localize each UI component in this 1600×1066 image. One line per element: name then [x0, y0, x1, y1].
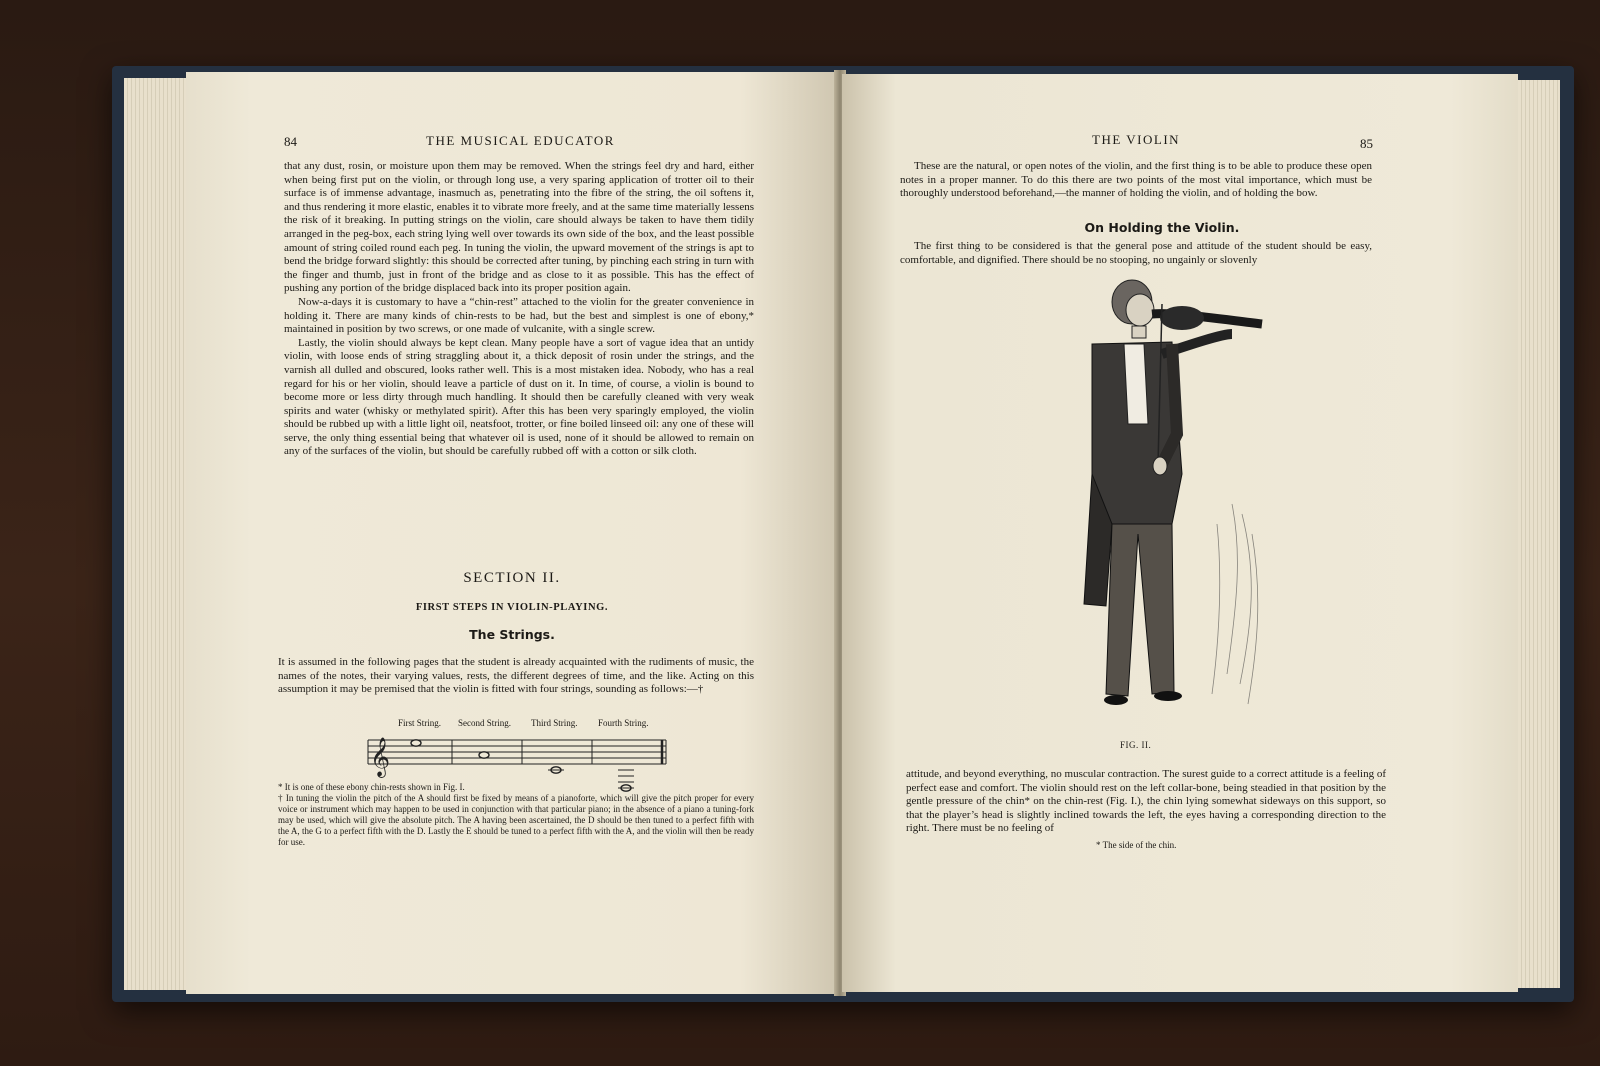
left-footnotes: [278, 782, 754, 848]
whole-note-icon: [479, 752, 489, 758]
string-label: Fourth String.: [598, 718, 649, 728]
footnote: * It is one of these ebony chin-rests shown in Fig. I.: [278, 782, 465, 792]
left-running-head: THE MUSICAL EDUCATOR: [426, 133, 615, 148]
left-page-number: 84: [284, 134, 297, 149]
body-paragraph: that any dust, rosin, or moisture upon them may be removed. When the strings feel dry and hard, either when being first put on the violin, or through long use, a very sparing application of trotter oil to their surface is of immense advantage, inasmuch as, penetrating into the fibre of the string, the oil softens it, and thus rendering it more elastic, enables it to vibrate more freely, and at the same time materially lessens the risk of it breaking. In putting strings on the violin, care should always be taken to have them tidily arranged in the peg-box, each string lying well over towards its own side of the box, and the least possible amount of string coiled round each peg. In tuning the violin, the upward movement of the strings is apt to bend the bridge forward slightly: this should be corrected after tuning, by pinching each string in turn with the finger and thumb, just in front of the bridge and as close to it as possible. This has the effect of pushing any portion of the bridge displaced back into its proper position again.: [284, 160, 754, 295]
right-footnote: [1096, 840, 1296, 851]
string-label: Third String.: [531, 718, 578, 728]
string-label: Second String.: [458, 718, 511, 728]
continuation-paragraph: attitude, and beyond everything, no muscular contraction. The surest guide to a correct attitude is a feeling of perfect ease and comfort. The violin should rest on the left collar-bone, being steadied in that position by the gentle pressure of the chin* on the chin-rest (Fig. I.), the chin lying somewhat sideways on this support, so that the player’s head is slightly inclined towards the left, the eyes having a corresponding direction to the right. There must be no feeling of: [906, 768, 1386, 835]
left-page-edges: [124, 78, 194, 990]
pose-paragraph: The first thing to be considered is that the general pose and attitude of the student should be easy, comfortable, and dignified. There should be no stooping, no ungainly or slovenly: [900, 240, 1372, 266]
footnote: * The side of the chin.: [1096, 840, 1177, 850]
whole-note-icon: [411, 740, 421, 746]
strings-paragraph-text: It is assumed in the following pages that the student is already acquainted with the rudiments of music, the names of the notes, their varying values, rests, the different degrees of time, and the like. Acting on this assumption it may be premised that the violin is fitted with four strings, sounding as follows:—†: [278, 656, 754, 696]
holding-heading: On Holding the Violin.: [1084, 220, 1240, 235]
body-paragraph: Lastly, the violin should always be kept clean. Many people have a sort of vague idea that an untidy violin, with loose ends of string straggling about it, a thick deposit of rosin under the strings, and the varnish all dulled and obscured, looks rather well. This is a most mistaken idea. Nobody, who has a real regard for his or her violin, should leave a particle of dust on it. In time, of course, a violin is bound to become more or less dirty through much handling. It should then be carefully cleaned with very weak spirits and water (whisky or methylated spirit). After this has been very sparingly employed, the violin should be rubbed up with a little light oil, neatsfoot, trotter, or fine boiled linseed oil: any one of these will serve, the only thing essential being that whatever oil is used, none of it should be allowed to remain on any of the surfaces of the violin, but should be carefully rubbed off with a cotton or silk cloth.: [284, 336, 754, 458]
treble-clef-icon: 𝄞: [370, 737, 391, 777]
intro-paragraph: These are the natural, or open notes of the violin, and the first thing is to be able to produce these open notes in a proper manner. To do this there are two points of the most vital importance, which must be thoroughly understood beforehand,—the manner of holding the violin, and of holding the bow.: [900, 160, 1372, 200]
strings-paragraph: [278, 656, 754, 697]
left-page: [186, 72, 838, 994]
figure-caption: FIG. II.: [1120, 740, 1152, 750]
section-title: SECTION II.: [463, 570, 561, 586]
string-labels: [186, 718, 838, 732]
pose-text: [900, 240, 1372, 267]
intro-text: [900, 160, 1372, 201]
violinist-illustration: [1062, 274, 1302, 734]
body-paragraph: Now-a-days it is customary to have a “chin-rest” attached to the violin for the greater convenience in holding it. There are many kinds of chin-rests to be had, but the best and simplest is one of ebony,* maintained in position by two screws, or one made of vulcanite, with a single screw.: [284, 295, 754, 336]
right-running-head: THE VIOLIN: [1092, 132, 1181, 147]
string-label: First String.: [398, 718, 442, 728]
continuation-text: [906, 768, 1386, 836]
strings-heading: The Strings.: [469, 627, 555, 642]
right-page: [842, 74, 1518, 992]
left-body-text: [284, 160, 754, 459]
section-subtitle: FIRST STEPS IN VIOLIN-PLAYING.: [415, 602, 609, 613]
right-page-number: 85: [1360, 136, 1373, 151]
footnote: † In tuning the violin the pitch of the A should first be fixed by means of a pianoforte, which will give the pitch proper for every voice or instrument which may happen to be used in conjunction with that particular piano; in the absence of a piano a tuning-fork may be used, which will give the absolute pitch. The A having been ascertained, the D should be then tuned to a perfect fifth with the A, the G to a perfect fifth with the D. Lastly the E should be tuned to a perfect fifth with the A, and the violin will then be ready for use.: [278, 793, 754, 847]
